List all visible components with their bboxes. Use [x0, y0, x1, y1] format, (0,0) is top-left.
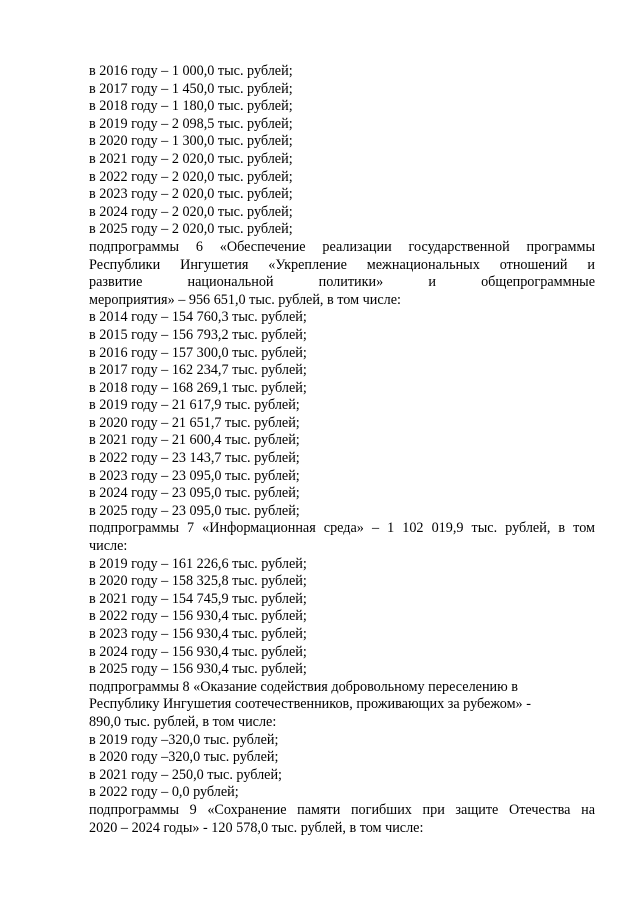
list-item: в 2024 году – 2 020,0 тыс. рублей;: [89, 203, 293, 220]
list-item: в 2019 году – 21 617,9 тыс. рублей;: [89, 397, 300, 414]
list-item: в 2019 году – 161 226,6 тыс. рублей;: [89, 555, 307, 572]
heading-line: подпрограммы 8 «Оказание содействия добровольному переселению в: [89, 678, 518, 695]
heading-line: подпрограммы 7 «Информационная среда» – 1 102 019,9 тыс. рублей, в том: [89, 520, 595, 537]
heading-line: 2020 – 2024 годы» - 120 578,0 тыс. рублей, в том числе:: [89, 819, 424, 836]
list-item: в 2023 году – 2 020,0 тыс. рублей;: [89, 186, 293, 203]
heading-line: мероприятия» – 956 651,0 тыс. рублей, в том числе:: [89, 291, 401, 308]
list-item: в 2021 году – 250,0 тыс. рублей;: [89, 766, 282, 783]
list-item: в 2022 году – 0,0 рублей;: [89, 784, 239, 801]
heading-line: Республику Ингушетия соотечественников, проживающих за рубежом» -: [89, 696, 531, 713]
list-item: в 2021 году – 154 745,9 тыс. рублей;: [89, 590, 307, 607]
heading-line: 890,0 тыс. рублей, в том числе:: [89, 713, 277, 730]
list-item: в 2019 году – 2 098,5 тыс. рублей;: [89, 115, 293, 132]
subprogram-7-heading: [89, 520, 595, 555]
subprogram-6-heading: [89, 239, 595, 309]
funding-list-block1: [89, 63, 595, 239]
list-item: в 2016 году – 157 300,0 тыс. рублей;: [89, 344, 307, 361]
list-item: в 2020 году –320,0 тыс. рублей;: [89, 749, 279, 766]
list-item: в 2018 году – 1 180,0 тыс. рублей;: [89, 98, 293, 115]
list-item: в 2019 году –320,0 тыс. рублей;: [89, 731, 279, 748]
list-item: в 2018 году – 168 269,1 тыс. рублей;: [89, 379, 307, 396]
heading-line: подпрограммы 6 «Обеспечение реализации государственной программы: [89, 238, 595, 255]
subprogram-8-heading: [89, 679, 595, 732]
funding-list-subprogram-6: [89, 309, 595, 520]
list-item: в 2017 году – 1 450,0 тыс. рублей;: [89, 80, 293, 97]
list-item: в 2024 году – 23 095,0 тыс. рублей;: [89, 485, 300, 502]
heading-line: Республики Ингушетия «Укрепление межнациональных отношений и: [89, 256, 595, 273]
list-item: в 2021 году – 21 600,4 тыс. рублей;: [89, 432, 300, 449]
heading-line: числе:: [89, 538, 128, 555]
list-item: в 2014 году – 154 760,3 тыс. рублей;: [89, 309, 307, 326]
subprogram-9-heading: [89, 802, 595, 837]
list-item: в 2025 году – 156 930,4 тыс. рублей;: [89, 661, 307, 678]
list-item: в 2020 году – 158 325,8 тыс. рублей;: [89, 573, 307, 590]
list-item: в 2022 году – 23 143,7 тыс. рублей;: [89, 450, 300, 467]
list-item: в 2020 году – 21 651,7 тыс. рублей;: [89, 414, 300, 431]
document-body: [89, 63, 595, 837]
funding-list-subprogram-8: [89, 732, 595, 802]
list-item: в 2020 году – 1 300,0 тыс. рублей;: [89, 133, 293, 150]
list-item: в 2023 году – 156 930,4 тыс. рублей;: [89, 626, 307, 642]
list-item: в 2016 году – 1 000,0 тыс. рублей;: [89, 63, 293, 79]
list-item: в 2025 году – 2 020,0 тыс. рублей;: [89, 221, 293, 238]
list-item: в 2025 году – 23 095,0 тыс. рублей;: [89, 502, 300, 519]
list-item: в 2024 году – 156 930,4 тыс. рублей;: [89, 643, 307, 660]
heading-line: развитие национальной политики» и общепрограммные: [89, 274, 595, 291]
funding-list-subprogram-7: [89, 556, 595, 679]
list-item: в 2021 году – 2 020,0 тыс. рублей;: [89, 150, 293, 167]
list-item: в 2015 году – 156 793,2 тыс. рублей;: [89, 326, 307, 343]
heading-line: подпрограммы 9 «Сохранение памяти погибших при защите Отечества на: [89, 801, 595, 818]
list-item: в 2022 году – 2 020,0 тыс. рублей;: [89, 168, 293, 185]
list-item: в 2022 году – 156 930,4 тыс. рублей;: [89, 608, 307, 625]
list-item: в 2017 году – 162 234,7 тыс. рублей;: [89, 362, 307, 379]
list-item: в 2023 году – 23 095,0 тыс. рублей;: [89, 467, 300, 484]
